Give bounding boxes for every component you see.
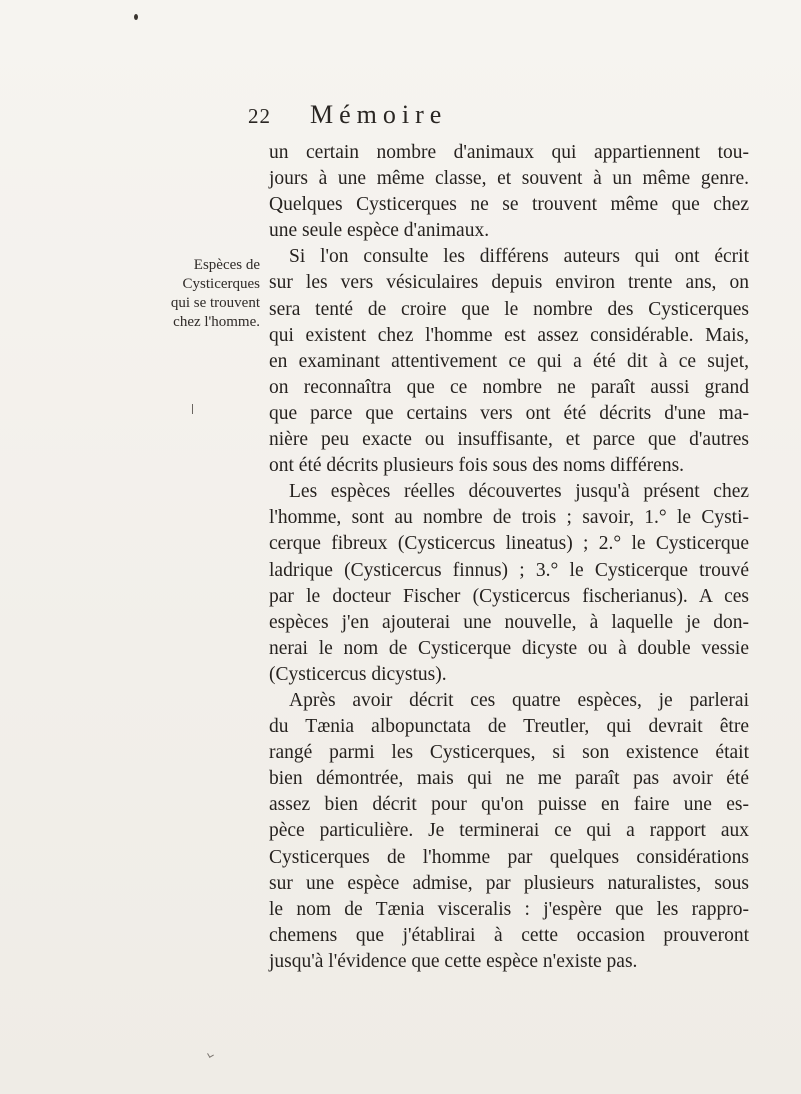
text-line: jusqu'à l'évidence que cette espèce n'existe pas. xyxy=(269,950,638,972)
text-line: bien démontrée, mais qui ne me paraît pas avoir été xyxy=(269,768,749,790)
margin-note-line: Cysticerques xyxy=(182,276,260,292)
text-line: jours à une même classe, et souvent à un même genre. xyxy=(269,168,749,190)
margin-note xyxy=(30,256,260,332)
margin-note-line: qui se trouvent xyxy=(170,295,260,311)
text-line: chemens que j'établirai à cette occasion prouveront xyxy=(269,924,749,946)
stray-mark xyxy=(192,404,193,414)
text-line: nière peu exacte ou insuffisante, et parce que d'autres xyxy=(269,429,749,451)
text-line: en examinant attentivement ce qui a été dit à ce sujet, xyxy=(269,350,749,372)
text-line: l'homme, sont au nombre de trois ; savoir, 1.° le Cysti- xyxy=(269,507,749,529)
body-text xyxy=(269,140,749,975)
page-number: 22 xyxy=(248,104,271,128)
margin-note-line: chez l'homme. xyxy=(173,314,260,330)
running-title: Mémoire xyxy=(310,100,448,129)
text-line: Quelques Cysticerques ne se trouvent même que chez xyxy=(269,194,749,216)
ink-speck xyxy=(134,14,138,20)
text-line: on reconnaîtra que ce nombre ne paraît aussi grand xyxy=(269,376,749,398)
text-line: une seule espèce d'animaux. xyxy=(269,220,490,242)
text-line: sur les vers vésiculaires depuis environ trente ans, on xyxy=(269,272,749,294)
text-line: que parce que certains vers ont été décrits d'une ma- xyxy=(269,402,749,424)
text-line: Après avoir décrit ces quatre espèces, je parlerai xyxy=(289,689,749,711)
text-line: rangé parmi les Cysticerques, si son existence était xyxy=(269,742,749,764)
text-line: (Cysticercus dicystus). xyxy=(269,663,447,685)
running-head xyxy=(248,100,668,134)
text-line: pèce particulière. Je terminerai ce qui a rapport aux xyxy=(269,820,749,842)
text-line: du Tænia albopunctata de Treutler, qui devrait être xyxy=(269,716,749,738)
stray-mark xyxy=(207,1051,214,1058)
text-line: un certain nombre d'animaux qui appartiennent tou- xyxy=(269,142,749,163)
text-line: sur une espèce admise, par plusieurs naturalistes, sous xyxy=(269,872,749,894)
text-line: Si l'on consulte les différens auteurs qui ont écrit xyxy=(289,246,749,268)
text-line: par le docteur Fischer (Cysticercus fischerianus). A ces xyxy=(269,585,749,607)
text-line: Cysticerques de l'homme par quelques considérations xyxy=(269,846,749,868)
text-line: espèces j'en ajouterai une nouvelle, à laquelle je don- xyxy=(269,611,749,633)
text-line: sera tenté de croire que le nombre des Cysticerques xyxy=(269,298,749,320)
text-line: ladrique (Cysticercus finnus) ; 3.° le Cysticerque trouvé xyxy=(269,559,749,581)
text-line: nerai le nom de Cysticerque dicyste ou à double vessie xyxy=(269,637,749,659)
text-line: qui existent chez l'homme est assez considérable. Mais, xyxy=(269,324,749,346)
text-line: ont été décrits plusieurs fois sous des noms différens. xyxy=(269,455,685,477)
margin-note-line: Espèces de xyxy=(193,257,260,273)
text-line: Les espèces réelles découvertes jusqu'à présent chez xyxy=(289,481,749,503)
text-line: cerque fibreux (Cysticercus lineatus) ; 2.° le Cysticerque xyxy=(269,533,749,555)
text-line: assez bien décrit pour qu'on puisse en faire une es- xyxy=(269,794,749,816)
text-line: le nom de Tænia visceralis : j'espère que les rappro- xyxy=(269,898,749,920)
